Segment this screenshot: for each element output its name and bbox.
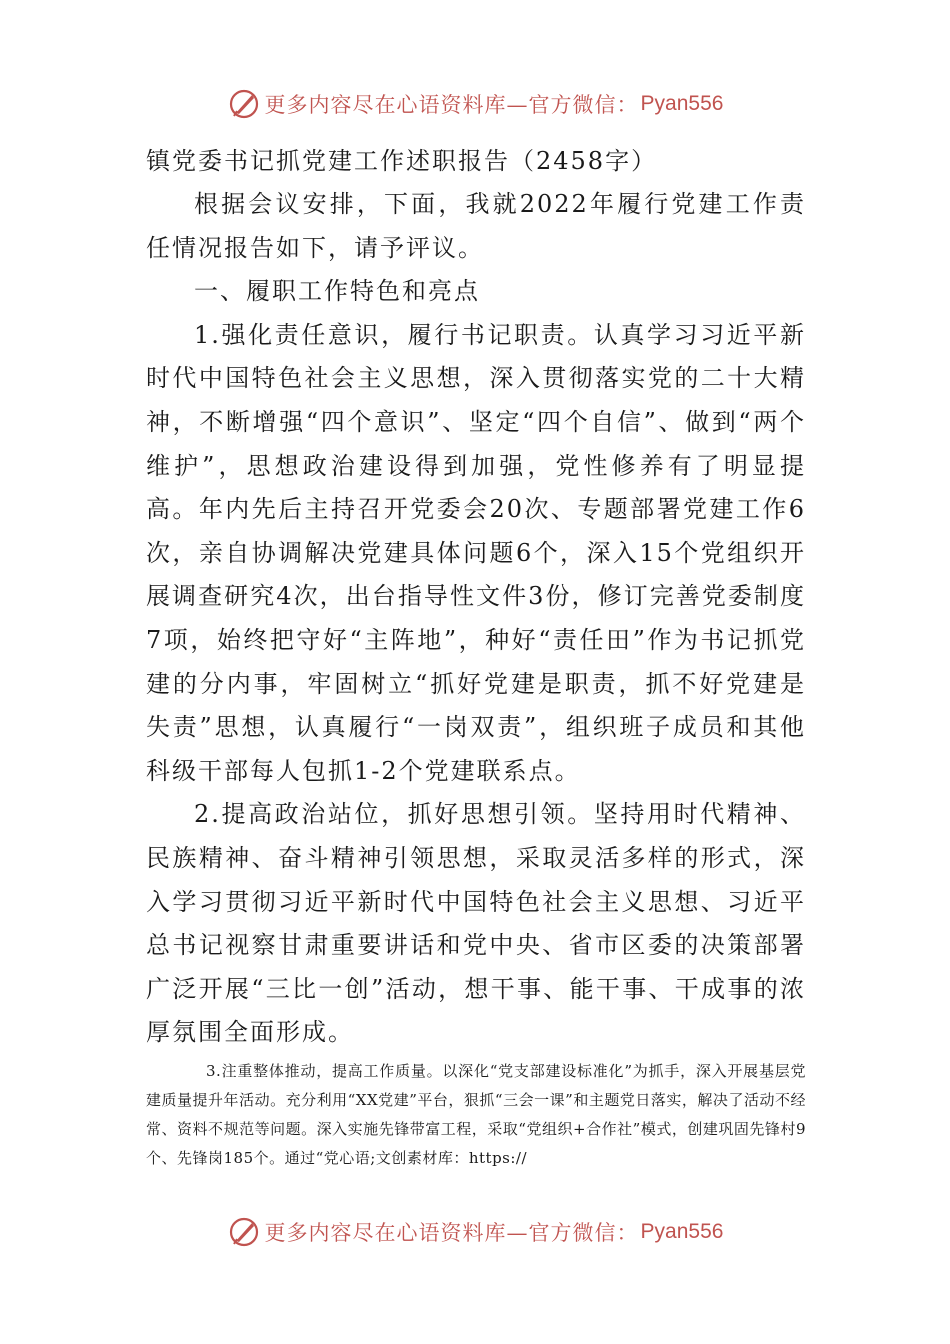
quill-pen-icon <box>227 1215 261 1249</box>
document-title: 镇党委书记抓党建工作述职报告（2458字） <box>146 147 658 175</box>
banner-wechat-id: Pyan556 <box>640 1220 724 1243</box>
item-paragraph-1: 1.强化责任意识，履行书记职责。认真学习习近平新时代中国特色社会主义思想，深入贯彻落实党的二十大精神，不断增强“四个意识”、坚定“四个自信”、做到“两个维护”，思想政治建设得到加强，党性修养有了明显提高。年内先后主持召开党委会20次、专题部署党建工作6次，亲自协调解决党建具体问题6个，深入15个党组织开展调查研究4次，出台指导性文件3份，修订完善党委制度7项，始终把守好“主阵地”，种好“责任田”作为书记抓党建的分内事，牢固树立“抓好党建是职责，抓不好党建是失责”思想，认真履行“一岗双责”，组织班子成员和其他科级干部每人包抓1-2个党建联系点。 <box>146 320 806 785</box>
banner-text: 更多内容尽在心语资料库—官方微信： <box>264 93 639 117</box>
banner-text: 更多内容尽在心语资料库—官方微信： <box>264 1221 639 1245</box>
document-body <box>146 140 806 1055</box>
footer-watermark-banner <box>0 1212 950 1252</box>
intro-paragraph: 根据会议安排，下面，我就2022年履行党建工作责任情况报告如下，请予评议。 <box>146 190 806 262</box>
banner-wechat-id: Pyan556 <box>640 92 724 115</box>
quill-pen-icon <box>227 87 261 121</box>
item-paragraph-3: 3.注重整体推动，提高工作质量。以深化“党支部建设标准化”为抓手，深入开展基层党建质量提升年活动。充分利用“XX党建”平台，狠抓“三会一课”和主题党日落实，解决了活动不经常、资料不规范等问题。深入实施先锋带富工程，采取“党组织+合作社”模式，创建巩固先锋村9个、先锋岗185个。通过“党心语;文创素材库：https:// <box>146 1062 806 1167</box>
item-paragraph-2: 2.提高政治站位，抓好思想引领。坚持用时代精神、民族精神、奋斗精神引领思想，采取灵活多样的形式，深入学习贯彻习近平新时代中国特色社会主义思想、习近平总书记视察甘肃重要讲话和党中央、省市区委的决策部署广泛开展“三比一创”活动，想干事、能干事、干成事的浓厚氛围全面形成。 <box>146 800 806 1047</box>
section-heading: 一、履职工作特色和亮点 <box>194 277 480 306</box>
header-watermark-banner <box>0 84 950 124</box>
